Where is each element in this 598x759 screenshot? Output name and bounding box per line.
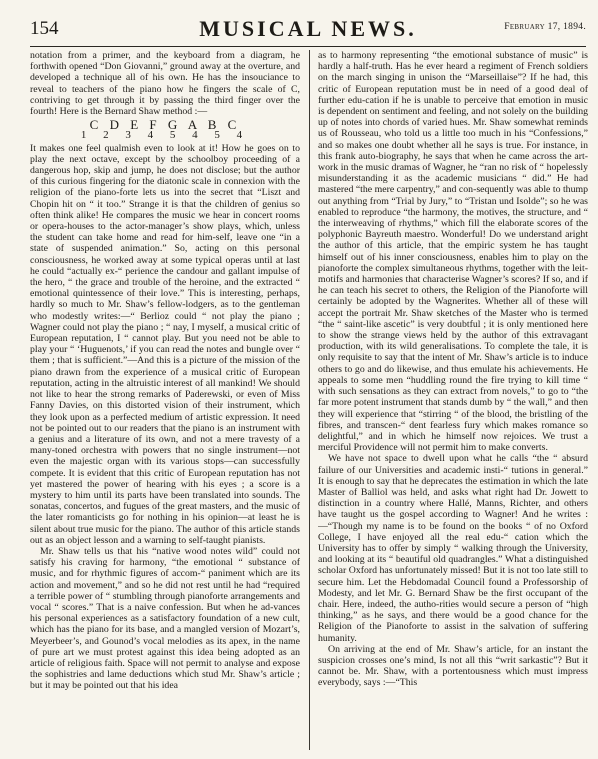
page-header xyxy=(30,16,586,47)
publication-title: MUSICAL NEWS. xyxy=(199,16,417,41)
column-divider xyxy=(309,50,310,750)
left-paragraph-3: Mr. Shaw tells us that his “native wood notes wild” could not satisfy his craving for harmony, “the emotional “ substance of music, and for rhythmic figures of accom-“ paniment which are its action and movement,” and so he did not rest until he had “required a terrible power of “ stumbling through pianoforte arrangements and vocal “ scores.” That is a naive confession. But when he ad-vances his personal experiences as a satisfactory foundation of a new cult, which has the piano for its base, and a mangled version of Mozart’s, Meyerbeer’s, and Gounod’s vocal melodies as its apex, in the name of pure art we must protest against this idea being adopted as an article of religious faith. Space will not permit to analyse and expose the sophistries and lame deductions which stud Mr. Shaw’s article ; but it may be pointed out that his idea xyxy=(30,545,300,692)
fingering-method xyxy=(30,119,300,141)
issue-date: February 17, 1894. xyxy=(504,22,586,32)
page-number: 154 xyxy=(30,18,59,39)
right-paragraph-1: as to harmony representing “the emotional substance of music” is hardly a half-truth. Has he ever heard a regiment of French soldiers on the march singing in unison the “Marseillaise”? If he had, this critic of European reputation must be in need of a good deal of further edu-cation if he is unable to perceive that emotion in music is dependent on sentiment and feeling, and not solely on the building up of notes into chords of varied hues. Mr. Shaw somewhat reminds us of Rousseau, who told us a little too much in his “Confessions,” and so makes one doubt whether all he says is true. For instance, in this frank auto-biography, he says that when he came across the art-work in the music dramas of Wagner, he “ran no risk of “ hopelessly misunderstanding it as the academic musicians “ did.” He had mastered “the mere carpentry,” and con-sequently was able to thump out anything from “Trial by Jury,” to “Tristan und Isolde”; so he was enabled to reproduce “the harmony, the motives, the structure, and “ the interweaving of rhythms,” which fill the elaborate scores of the polyphonic Bayreuth maestro. Wonderful! Do we understand aright the author of this article, that the empiric system he has taught himself out of his inner consciousness, enables him to play on the pianoforte the complex simultaneous rhythms, together with the leit-motifs and harmonies that characterise Wagner’s scores? If so, and if he can teach his secret to others, the Religion of the Pianoforte will certainly be adopted by the Wagnerites. Whether all of these will accept the portrait Mr. Shaw sketches of the Master who is termed “the “ saint-like ascetic” is very doubtful ; it is only mentioned here to show the strange views held by the author of this extravagant production, with its wild generalisations. To complete the tale, it is only requisite to say that the intent of Mr. Shaw’s article is to induce others to go and do likewise, and thus emulate his achievements. He appeals to some men “huddling round the fire trying to kill time “ with such sensations as they can extract from novels,” to go to “the far more potent instrument that stands dumb by “ the wall,” and then they will experience that “stirring “ of the blood, the bristling of the fibres, and transcen-“ dent fearless fury which makes romance so delightful,” and in which he himself now rejoices. We trust a merciful Providence will not permit him to make converts. xyxy=(318,50,588,454)
left-column xyxy=(30,50,300,750)
right-paragraph-3: On arriving at the end of Mr. Shaw’s article, for an instant the suspicion crosses one’s mind, Is not all this “writ sarkastic”? But it cannot be. Mr. Shaw, with a portentousness which must impress everybody, says :—“This xyxy=(318,643,588,689)
left-paragraph-2: It makes one feel qualmish even to look at it! How he goes on to play the next octave, except by the schoolboy proceeding of a dangerous hop, skip and jump, he does not disclose; but the author of this curious fingering for the diatonic scale in connexion with the religion of the piano-forte lets us into the secret that “Liszt and Chopin hit on “ it too.” Strange it is that the children of genius so often think alike! He compares the music we hear in concert rooms or opera-houses to the actor-manager’s show plays, which, unless the student can take home and read for him-self, leave one “in a state of suspended animation.” So, acting on this personal consciousness, he worked away at some typical operas until at last he could “actually ex-“ perience the candour and gallant impulse of the hero, “ the grace and trouble of the heroine, and the extracted “ emotional quintessence of their love.” This is interesting, perhaps, hardly so much to Mr. Shaw’s fellow-lodgers, as to the gentleman who modestly writes:—“ Berlioz could “ not play the piano ; Wagner could not play the piano ; “ nay, I myself, a musical critic of European reputation, I “ cannot play. But you need not be able to play your “ ‘Huguenots,’ if you can read the notes and bungle over “ them ; that is sufficient.”—And this is a picture of the mission of the piano drawn from the experience of a musical critic of European reputation, acting in the altruistic interest of all mankind! We should not like to hear the strong remarks of Paderewski, or even of Miss Fanny Davies, on this distorted vision of their instrument, which they look upon as a perfected medium of artistic expression. It need not be pointed out to our readers that the piano is an instrument with a genius and a literature of its own, and not a mere travesty of a many-toned orchestra with powers that no single instrument—not even the majestic organ with its various stops—can successfully compete. It is evident that this critic of European reputation has not yet mastered the power of hearing with his eyes ; a score is a mystery to him until its parts have been translated into sounds. The sonatas, concertos, and fugues of the great masters, and the music of the later romanticists go for nothing in his opinion—at least he is silent about true music for the piano. The author of this article stands out as an object lesson and a warning to self-taught pianists. xyxy=(30,142,300,546)
right-paragraph-2: We have not space to dwell upon what he calls “the “ absurd failure of our Universities and academic insti-“ tutions in general.” It is enough to say that he deprecates the estimation in which the late Master of Balliol was held, and asks what right had Dr. Jowett to distinction in a country where Hallé, Manns, Richter, and others have taught us the gospel according to Wagner! And he writes :—“Though my name is to be found on the books “ of no Oxford College, I have enjoyed all the real edu-“ cation which the University has to offer by simply “ walking through the University, and looking at its “ beautiful old quadrangles.” What a distinguished scholar Oxford has unfortunately missed! But it is not too late still to secure him. Let the Hebdomadal Council found a Professorship of Modesty, and let Mr. G. Bernard Shaw be the first occupant of the chair. Here, indeed, the autho-rities would secure a person of “high thinking,” as he says, and there would be a good chance for the Religion of the Pianoforte to assist in the salvation of suffering humanity. xyxy=(318,453,588,644)
method-scale-letters: C D E F G A B C xyxy=(89,117,241,133)
left-paragraph-1: notation from a primer, and the keyboard from a diagram, he forthwith opened “Don Giovanni,” ground away at the overture, and developed a technique all of his own. He has the insouciance to reveal to teachers of the piano how he fingers the scale of C, contriving to get through it by passing the third finger over the fourth! Here is the Bernard Shaw method :— xyxy=(30,50,300,118)
method-finger-numbers: 1 2 3 4 5 4 5 4 xyxy=(80,129,250,142)
right-column xyxy=(318,50,588,750)
